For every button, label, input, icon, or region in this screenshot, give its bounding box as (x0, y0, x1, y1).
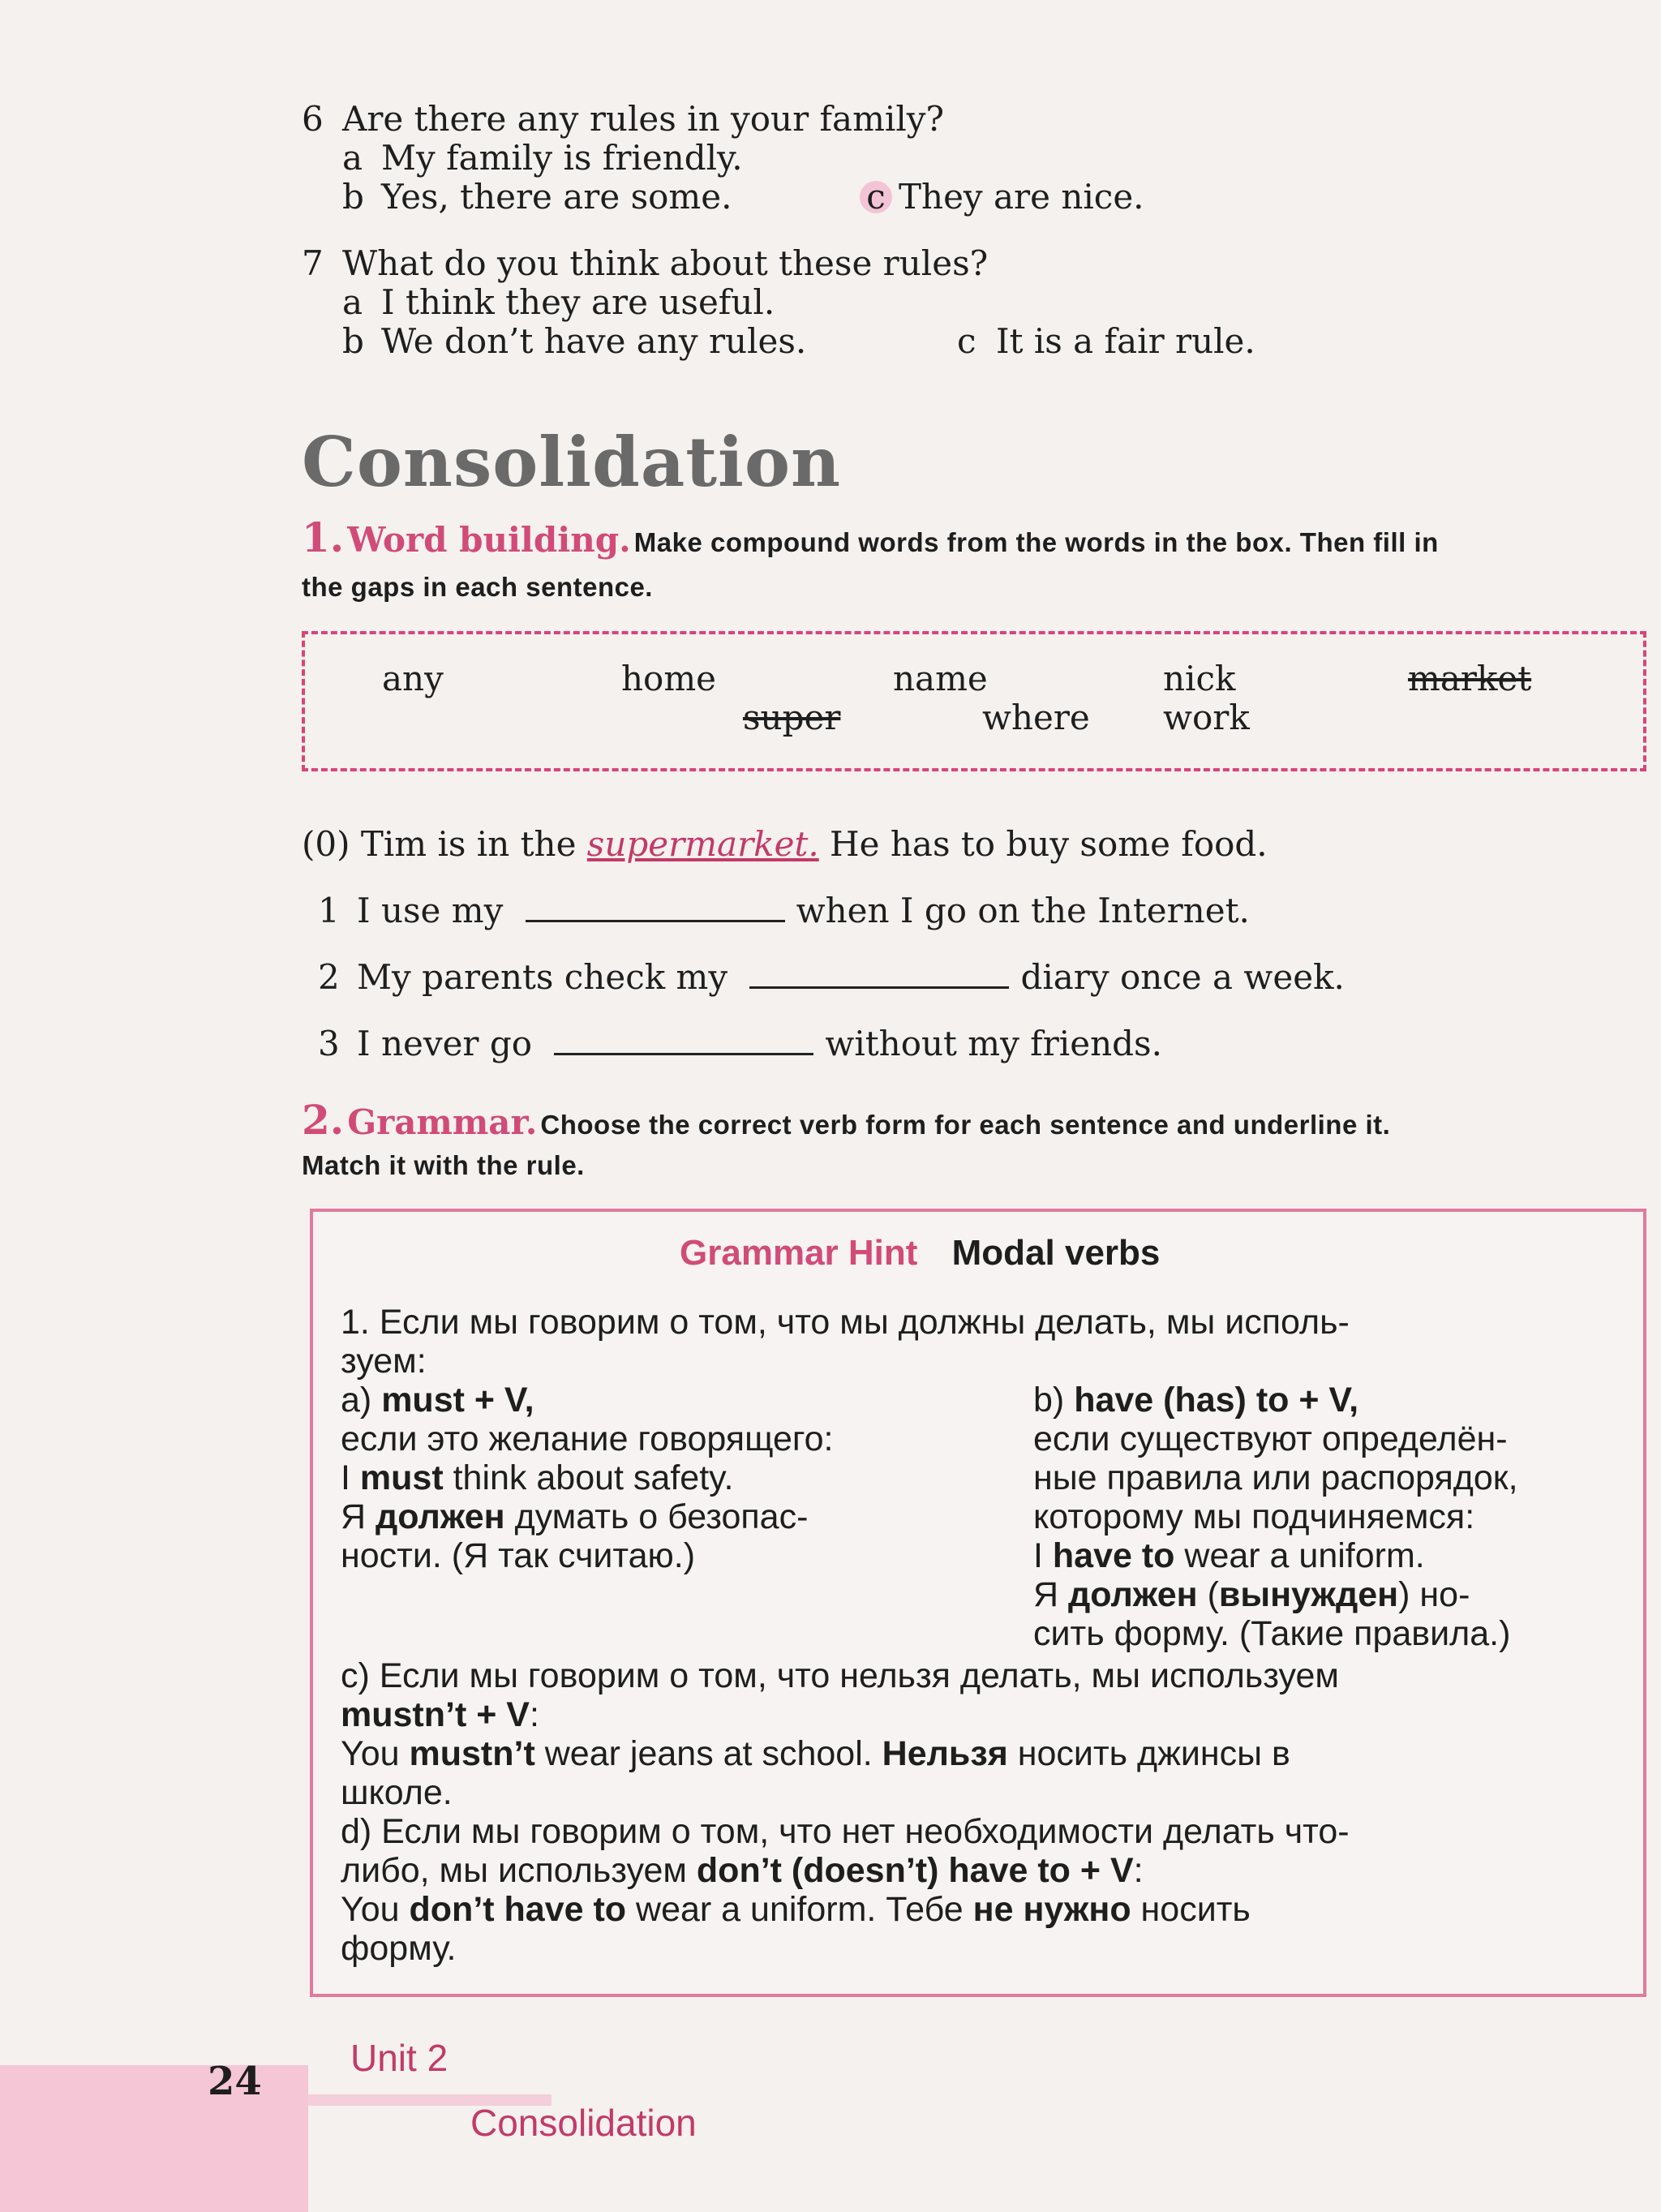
grammar-hint-box (310, 1209, 1646, 1997)
question-6: 6 Are there any rules in your family? (302, 99, 945, 139)
example-answer: supermarket. (586, 824, 819, 864)
footer-section: Consolidation (470, 2102, 697, 2144)
question-7-option-b: b We don’t have any rules. (342, 321, 807, 361)
word-market: market (1408, 659, 1532, 698)
rule-b: b) have (has) to + V, если существуют определён- ные правила или распорядок, которому мы подчиняемся: I have to wear a uniform. Я должен (вынужден) но- сить форму. (Такие правила.) (1033, 1381, 1518, 1653)
word-name: name (893, 659, 988, 698)
question-7: 7 What do you think about these rules? (302, 243, 989, 283)
word-super: super (743, 698, 841, 737)
question-7-option-c: c It is a fair rule. (957, 321, 1255, 361)
grammar-hint-title: Grammar Hint Modal verbs (680, 1233, 1161, 1273)
footer-unit: Unit 2 (350, 2037, 449, 2079)
sentence-1: 1 I use my when I go on the Internet. (318, 891, 1250, 930)
exercise-2-header: 2. Grammar. Choose the correct verb form for each sentence and underline it. (302, 1096, 1391, 1144)
question-7-option-a: a I think they are useful. (342, 282, 775, 322)
word-any: any (382, 659, 444, 698)
word-work: work (1163, 698, 1250, 737)
gap-2[interactable] (749, 962, 1009, 989)
question-6-option-a: a My family is friendly. (342, 138, 743, 178)
sentence-2: 2 My parents check my diary once a week. (318, 957, 1345, 997)
question-6-option-c: c They are nice. (860, 177, 1144, 217)
word-box (302, 631, 1646, 771)
word-where: where (982, 698, 1090, 737)
rule-d: d) Если мы говорим о том, что нет необходимости делать что- либо, мы используем don’t (doesn’t) have to + V: You don’t have to wear a uniform. Тебе не нужно носить форму. (341, 1812, 1350, 1968)
page-number: 24 (208, 2059, 262, 2104)
word-home: home (621, 659, 717, 698)
exercise-1-instruction-cont: the gaps in each sentence. (302, 572, 653, 602)
gap-1[interactable] (526, 896, 785, 922)
question-6-option-b: b Yes, there are some. (342, 177, 732, 217)
option-c-marker: c (860, 181, 892, 213)
example-sentence: (0) Tim is in the supermarket. He has to buy some food. (302, 824, 1268, 864)
gap-3[interactable] (554, 1029, 813, 1055)
rule-intro: 1. Если мы говорим о том, что мы должны делать, мы исполь- зуем: (341, 1303, 1350, 1381)
rule-a: a) must + V, если это желание говорящего: I must think about safety. Я должен думать о безопас- ности. (Я так считаю.) (341, 1381, 834, 1575)
word-nick: nick (1163, 659, 1236, 698)
exercise-1-header: 1. Word building. Make compound words from the words in the box. Then fill in (302, 513, 1439, 561)
footer-band (0, 2065, 308, 2212)
sentence-3: 3 I never go without my friends. (318, 1024, 1162, 1063)
rule-c: c) Если мы говорим о том, что нельзя делать, мы используем mustn’t + V: You mustn’t wear jeans at school. Нельзя носить джинсы в школе. (341, 1656, 1339, 1812)
exercise-2-instruction-cont: Match it with the rule. (302, 1150, 585, 1180)
page-title: Consolidation (302, 422, 842, 502)
